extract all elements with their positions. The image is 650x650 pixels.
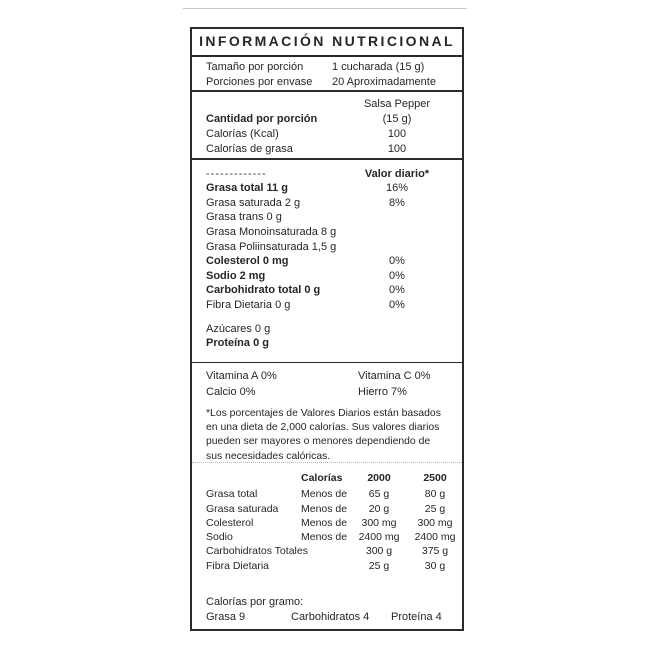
nutrition-label: [190, 27, 464, 631]
reference-table: [192, 463, 462, 577]
carbs-per-gram: Carbohidratos 4: [291, 611, 370, 623]
table-row: Fibra Dietaria 25 g 30 g: [206, 559, 446, 572]
vitamin-row: [206, 369, 448, 385]
serving-size-label: Tamaño por porción: [206, 60, 304, 73]
vitamins-section: [192, 363, 462, 463]
serving-section: [192, 57, 462, 92]
daily-values-footnote: *Los porcentajes de Valores Diarios están basados en una dieta de 2,000 calorías. Sus valores diarios pueden ser mayores o menores dependiendo de sus necesidades calóricas.: [206, 407, 441, 462]
serving-row: [206, 75, 448, 90]
daily-value-section: [192, 160, 462, 363]
amount-row: [206, 97, 448, 112]
calories-from-fat-label: Calorías de grasa: [206, 142, 293, 155]
label-title: INFORMACIÓN NUTRICIONAL: [192, 29, 462, 57]
dashes-placeholder: -------------: [206, 167, 267, 180]
product-size: (15 g): [382, 112, 412, 125]
product-name: Salsa Pepper: [363, 97, 431, 110]
iron: Hierro 7%: [358, 385, 407, 398]
calories-value: 100: [387, 127, 407, 140]
table-row: Carbohidratos Totales 300 g 375 g: [206, 545, 449, 558]
servings-per-container-value: 20 Aproximadamente: [332, 75, 436, 88]
nutrient-row: Fibra Dietaria 0 g 0%: [206, 298, 405, 311]
calories-label: Calorías (Kcal): [206, 127, 279, 140]
nutrient-row: Grasa total 11 g 16%: [206, 182, 409, 195]
nutrient-row: Grasa trans 0 g: [206, 211, 282, 224]
vitamin-row: [206, 385, 448, 401]
calories-per-gram-values: [206, 610, 448, 625]
calories-per-gram-heading: Calorías por gramo:: [206, 596, 304, 608]
fat-per-gram: Grasa 9: [206, 611, 246, 623]
nutrient-row: Colesterol 0 mg 0%: [206, 255, 405, 268]
amount-row: [206, 142, 448, 157]
amount-row: [206, 127, 448, 142]
nutrient-row: Grasa Monoinsaturada 8 g: [206, 226, 337, 239]
nutrient-row: Azúcares 0 g: [206, 322, 271, 335]
reference-table-header: Calorías 2000 2500: [301, 471, 447, 484]
table-row: Grasa saturada Menos de 20 g 25 g: [206, 502, 446, 515]
table-row: Grasa total Menos de 65 g 80 g: [206, 488, 446, 501]
daily-value-header: Valor diario*: [364, 167, 430, 180]
outer-top-rule: [183, 8, 467, 9]
amount-section: [192, 92, 462, 160]
amount-per-serving-heading: Cantidad por porción: [206, 112, 318, 125]
calories-per-gram-section: [192, 591, 462, 629]
calories-from-fat-value: 100: [387, 142, 407, 155]
nutrient-row: Proteína 0 g: [206, 337, 269, 350]
serving-size-value: 1 cucharada (15 g): [332, 60, 425, 73]
calcium: Calcio 0%: [206, 385, 256, 398]
vitamin-c: Vitamina C 0%: [358, 369, 431, 382]
serving-row: [206, 60, 448, 75]
protein-per-gram: Proteína 4: [391, 611, 442, 623]
nutrient-row: Carbohidrato total 0 g 0%: [206, 284, 405, 297]
nutrient-row: Grasa Poliinsaturada 1,5 g: [206, 240, 337, 253]
table-row: Sodio Menos de 2400 mg 2400 mg: [206, 531, 456, 544]
nutrient-row: Grasa saturada 2 g 8%: [206, 196, 405, 209]
nutrient-row: Sodio 2 mg 0%: [206, 269, 405, 282]
daily-value-header-row: [206, 167, 448, 182]
vitamin-a: Vitamina A 0%: [206, 369, 277, 382]
servings-per-container-label: Porciones por envase: [206, 75, 313, 88]
table-row: Colesterol Menos de 300 mg 300 mg: [206, 516, 453, 529]
amount-row: [206, 112, 448, 127]
